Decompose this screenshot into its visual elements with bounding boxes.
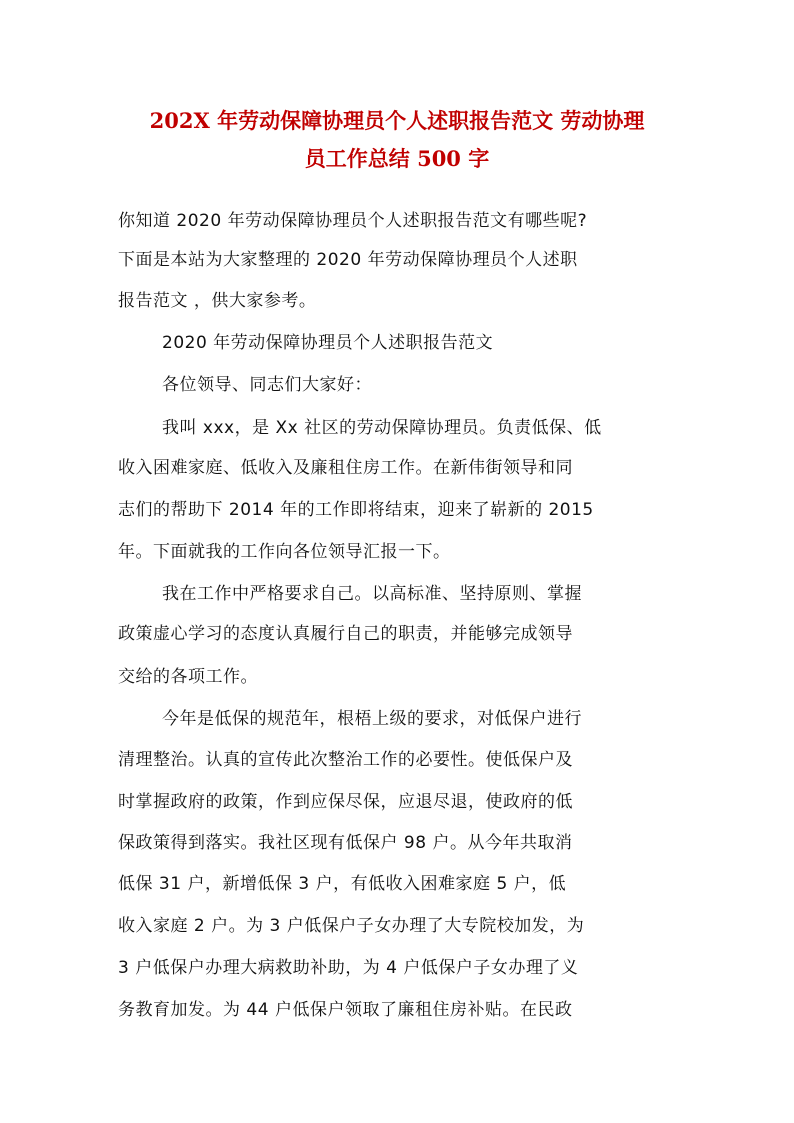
body-line: 交给的各项工作。 — [118, 667, 258, 687]
body-line: 时掌握政府的政策，作到应保尽保，应退尽退，使政府的低 — [118, 792, 573, 812]
body-line: 3 户低保户办理大病救助补助，为 4 户低保户子女办理了义 — [118, 958, 579, 978]
body-line: 2020 年劳动保障协理员个人述职报告范文 — [162, 333, 494, 353]
title-line-2: 员工作总结 500 字 — [304, 146, 490, 171]
body-line: 志们的帮助下 2014 年的工作即将结束，迎来了崭新的 2015 — [118, 500, 594, 520]
body-line: 我叫 xxx，是 Xx 社区的劳动保障协理员。负责低保、低 — [162, 418, 602, 438]
body-line: 下面是本站为大家整理的 2020 年劳动保障协理员个人述职 — [118, 250, 578, 270]
body-line: 清理整治。认真的宣传此次整治工作的必要性。使低保户及 — [118, 750, 573, 770]
body-line: 年。下面就我的工作向各位领导汇报一下。 — [118, 542, 451, 562]
body-line: 我在工作中严格要求自己。以高标准、坚持原则、掌握 — [162, 584, 582, 604]
document-title — [110, 102, 684, 178]
body-line: 保政策得到落实。我社区现有低保户 98 户。从今年共取消 — [118, 833, 573, 853]
body-line: 各位领导、同志们大家好： — [162, 375, 372, 395]
body-line: 低保 31 户，新增低保 3 户，有低收入困难家庭 5 户，低 — [118, 874, 567, 894]
body-line: 报告范文 ，供大家参考。 — [118, 291, 317, 311]
body-line: 今年是低保的规范年，根梧上级的要求，对低保户进行 — [162, 709, 582, 729]
title-line-1: 202X 年劳动保障协理员个人述职报告范文 劳动协理 — [149, 108, 645, 133]
body-line: 政策虚心学习的态度认真履行自己的职责，并能够完成领导 — [118, 624, 573, 644]
body-line: 收入家庭 2 户。为 3 户低保户子女办理了大专院校加发，为 — [118, 916, 585, 936]
body-line: 你知道 2020 年劳动保障协理员个人述职报告范文有哪些呢? — [118, 211, 588, 231]
body-line: 务教育加发。为 44 户低保户领取了廉租住房补贴。在民政 — [118, 1000, 573, 1020]
body-line: 收入困难家庭、低收入及廉租住房工作。在新伟街领导和同 — [118, 458, 573, 478]
